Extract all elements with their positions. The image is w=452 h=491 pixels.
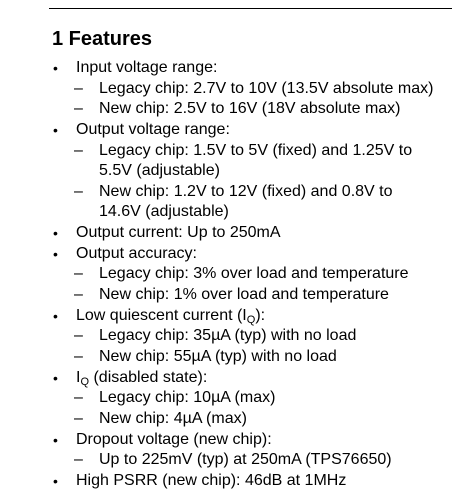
dash-icon: –: [74, 327, 83, 345]
sub-item-continuation: [0, 202, 452, 223]
sub-item-text: 14.6V (adjustable): [99, 203, 229, 221]
sub-item-text: New chip: 1% over load and temperature: [99, 286, 389, 304]
bullet-icon: •: [53, 369, 58, 386]
sub-item-text: Legacy chip: 10µA (max): [99, 389, 276, 407]
sub-item: [0, 99, 452, 120]
bullet-icon: •: [53, 121, 58, 138]
sub-item-text: Legacy chip: 2.7V to 10V (13.5V absolute max): [99, 79, 434, 97]
dash-icon: –: [74, 79, 83, 97]
feature-text: Output current: Up to 250mA: [76, 224, 281, 242]
dash-icon: –: [74, 347, 83, 365]
dash-icon: –: [74, 389, 83, 407]
section-heading: 1 Features: [52, 28, 153, 50]
sub-item-text: New chip: 55µA (typ) with no load: [99, 347, 337, 365]
sub-item-text: Legacy chip: 3% over load and temperature: [99, 265, 409, 283]
sub-item: [0, 79, 452, 100]
dash-icon: –: [74, 409, 83, 427]
dash-icon: –: [74, 265, 83, 283]
feature-item-output-accuracy: [0, 244, 452, 265]
bullet-icon: •: [53, 431, 58, 448]
sub-item: [0, 388, 452, 409]
feature-text: High PSRR (new chip): 46dB at 1MHz: [76, 471, 347, 489]
sub-item: [0, 326, 452, 347]
feature-text: Output accuracy:: [76, 244, 197, 262]
feature-item-input-voltage: [0, 58, 452, 79]
sub-item: [0, 450, 452, 471]
feature-text: Low quiescent current $(I_Q)$:: [76, 306, 266, 326]
sub-item: [0, 409, 452, 430]
sub-item-text: Legacy chip: 35µA (typ) with no load: [99, 327, 357, 345]
sub-item-text: New chip: 1.2V to 12V (fixed) and 0.8V to: [99, 182, 393, 200]
sub-item-text: New chip: 4µA (max): [99, 409, 247, 427]
sub-item-text: Legacy chip: 1.5V to 5V (fixed) and 1.25V to: [99, 141, 413, 159]
sub-item: [0, 141, 452, 162]
sub-item: [0, 182, 452, 203]
sub-item-text: Up to 225mV (typ) at 250mA (TPS76650): [99, 451, 392, 469]
feature-item-dropout-voltage: [0, 430, 452, 451]
dash-icon: –: [74, 141, 83, 159]
sub-item: [0, 285, 452, 306]
feature-text: Dropout voltage (new chip):: [76, 430, 272, 448]
feature-item-quiescent-current: [0, 306, 452, 327]
feature-text: $I_Q$ (disabled state):: [76, 368, 208, 388]
sub-item: [0, 347, 452, 368]
bullet-icon: •: [53, 225, 58, 242]
sub-item-continuation: [0, 161, 452, 182]
feature-text: Input voltage range:: [76, 59, 218, 76]
sub-item-text: New chip: 2.5V to 16V (18V absolute max): [99, 100, 401, 118]
feature-item-disabled-state: [0, 368, 452, 389]
feature-text: Output voltage range:: [76, 120, 230, 138]
sub-item: [0, 264, 452, 285]
feature-item-output-current: [0, 223, 452, 244]
sub-item-text: 5.5V (adjustable): [99, 162, 220, 180]
dash-icon: –: [74, 100, 83, 118]
dash-icon: –: [74, 182, 83, 200]
bullet-icon: •: [53, 60, 58, 76]
top-rule: [49, 8, 452, 9]
bullet-icon: •: [53, 472, 58, 489]
bullet-icon: •: [53, 245, 58, 262]
dash-icon: –: [74, 286, 83, 304]
feature-item-psrr: [0, 471, 452, 491]
bullet-icon: •: [53, 307, 58, 324]
features-list: [0, 58, 452, 491]
feature-item-output-voltage: [0, 120, 452, 141]
dash-icon: –: [74, 451, 83, 469]
